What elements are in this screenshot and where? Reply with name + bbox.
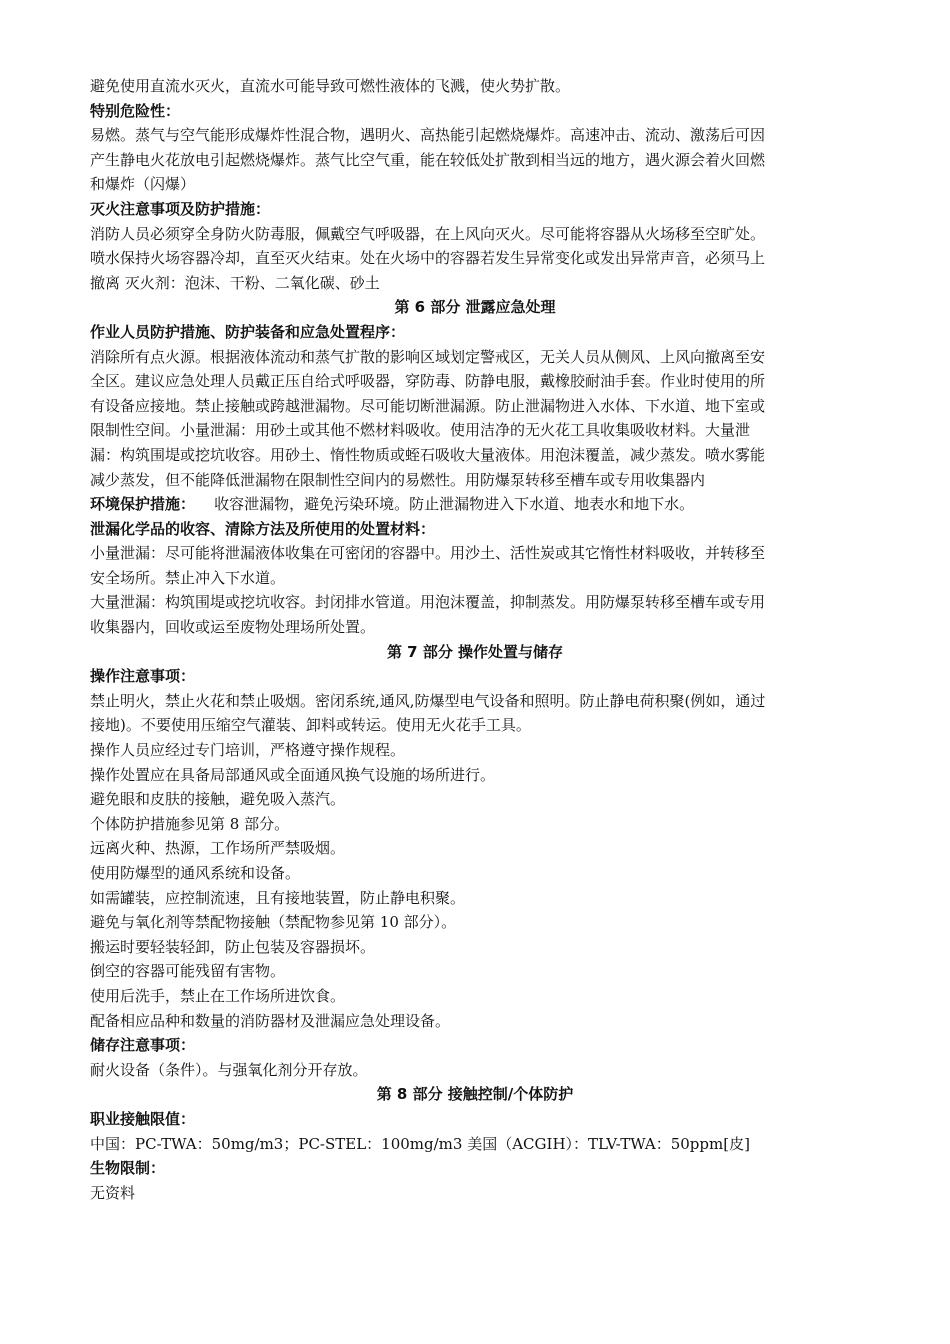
subheading-fire-notes: 灭火注意事项及防护措施： bbox=[90, 199, 271, 218]
text-line: 漏：构筑围堤或挖坑收容。用砂土、惰性物质或蛭石吸收大量液体。用泡沫覆盖，减少蒸发。喷水雾能 bbox=[90, 445, 766, 464]
text-line: 避免使用直流水灭火，直流水可能导致可燃性液体的飞溅，使火势扩散。 bbox=[90, 77, 571, 95]
text-line: 无资料 bbox=[90, 1183, 136, 1202]
env-protection-text: 收容泄漏物，避免污染环境。防止泄漏物进入下水道、地表水和地下水。 bbox=[195, 495, 695, 514]
text-line: 操作处置应在具备局部通风或全面通风换气设施的场所进行。 bbox=[90, 765, 496, 784]
subheading-env-protection: 环境保护措施： bbox=[90, 495, 196, 514]
document-page bbox=[90, 74, 860, 1205]
subheading-occupational-limits: 职业接触限值： bbox=[90, 1109, 196, 1128]
section-6-title: 第 6 部分 泄露应急处理 bbox=[394, 298, 556, 317]
text-line: 禁止明火，禁止火花和禁止吸烟。密闭系统,通风,防爆型电气设备和照明。防止静电荷积聚(例如，通过 bbox=[90, 691, 766, 710]
text-line: 限制性空间。小量泄漏：用砂土或其他不燃材料吸收。使用洁净的无火花工具收集吸收材料。大量泄 bbox=[90, 421, 751, 440]
text-line: 消除所有点火源。根据液体流动和蒸气扩散的影响区域划定警戒区，无关人员从侧风、上风向撤离至安 bbox=[90, 347, 766, 366]
text-line: 操作人员应经过专门培训，严格遵守操作规程。 bbox=[90, 741, 406, 760]
text-line: 减少蒸发，但不能降低泄漏物在限制性空间内的易燃性。用防爆泵转移至槽车或专用收集器内 bbox=[90, 470, 706, 489]
text-line: 安全场所。禁止冲入下水道。 bbox=[90, 568, 286, 587]
text-line: 产生静电火花放电引起燃烧爆炸。蒸气比空气重，能在较低处扩散到相当远的地方，遇火源会着火回燃 bbox=[90, 150, 766, 169]
text-line: 使用后洗手，禁止在工作场所进饮食。 bbox=[90, 986, 346, 1005]
text-line: 个体防护措施参见第 8 部分。 bbox=[90, 814, 290, 833]
subheading-storage: 储存注意事项： bbox=[90, 1036, 196, 1055]
text-line: 全区。建议应急处理人员戴正压自给式呼吸器，穿防毒、防静电服，戴橡胶耐油手套。作业时使用的所 bbox=[90, 372, 766, 391]
text-line: 避免与氧化剂等禁配物接触（禁配物参见第 10 部分）。 bbox=[90, 913, 457, 932]
text-line: 撤离 灭火剂：泡沫、干粉、二氧化碳、砂土 bbox=[90, 273, 380, 292]
text-line: 中国：PC-TWA：50mg/m3；PC-STEL：100mg/m3 美国（ACGIH）：TLV-TWA：50ppm[皮] bbox=[90, 1134, 750, 1153]
text-line: 避免眼和皮肤的接触，避免吸入蒸汽。 bbox=[90, 790, 346, 809]
text-line: 易燃。蒸气与空气能形成爆炸性混合物，遇明火、高热能引起燃烧爆炸。高速冲击、流动、激荡后可因 bbox=[90, 126, 766, 145]
text-line: 消防人员必须穿全身防火防毒服，佩戴空气呼吸器，在上风向灭火。尽可能将容器从火场移至空旷处。 bbox=[90, 224, 766, 243]
env-protection-line bbox=[90, 492, 860, 517]
section-8-title: 第 8 部分 接触控制/个体防护 bbox=[376, 1085, 574, 1104]
subheading-containment: 泄漏化学品的收容、清除方法及所使用的处置材料： bbox=[90, 519, 436, 538]
subheading-handling: 操作注意事项： bbox=[90, 667, 196, 686]
text-line: 如需罐装，应控制流速，且有接地装置，防止静电积聚。 bbox=[90, 888, 466, 907]
text-line: 搬运时要轻装轻卸，防止包装及容器损坏。 bbox=[90, 937, 376, 956]
subheading-special-hazard: 特别危险性： bbox=[90, 101, 181, 120]
text-line: 倒空的容器可能残留有害物。 bbox=[90, 962, 286, 981]
text-line: 和爆炸（闪爆） bbox=[90, 175, 196, 194]
section-7-title: 第 7 部分 操作处置与储存 bbox=[386, 642, 564, 661]
text-line: 耐火设备（条件）。与强氧化剂分开存放。 bbox=[90, 1060, 368, 1079]
text-line: 收集器内，回收或运至废物处理场所处置。 bbox=[90, 618, 376, 637]
text-line: 接地)。不要使用压缩空气灌装、卸料或转运。使用无火花手工具。 bbox=[90, 716, 531, 735]
text-line: 使用防爆型的通风系统和设备。 bbox=[90, 864, 301, 882]
subheading-personnel-protection: 作业人员防护措施、防护装备和应急处置程序： bbox=[90, 322, 406, 341]
text-line: 大量泄漏：构筑围堤或挖坑收容。封闭排水管道。用泡沫覆盖，抑制蒸发。用防爆泵转移至槽车或专用 bbox=[90, 593, 766, 612]
text-line: 喷水保持火场容器冷却，直至灭火结束。处在火场中的容器若发生异常变化或发出异常声音，必须马上 bbox=[90, 249, 766, 268]
text-line: 远离火种、热源，工作场所严禁吸烟。 bbox=[90, 839, 346, 858]
subheading-biological-limits: 生物限制： bbox=[90, 1159, 166, 1178]
text-line: 小量泄漏：尽可能将泄漏液体收集在可密闭的容器中。用沙土、活性炭或其它惰性材料吸收，并转移至 bbox=[90, 544, 766, 563]
text-line: 配备相应品种和数量的消防器材及泄漏应急处理设备。 bbox=[90, 1011, 451, 1030]
text-line: 有设备应接地。禁止接触或跨越泄漏物。尽可能切断泄漏源。防止泄漏物进入水体、下水道、地下室或 bbox=[90, 396, 766, 415]
